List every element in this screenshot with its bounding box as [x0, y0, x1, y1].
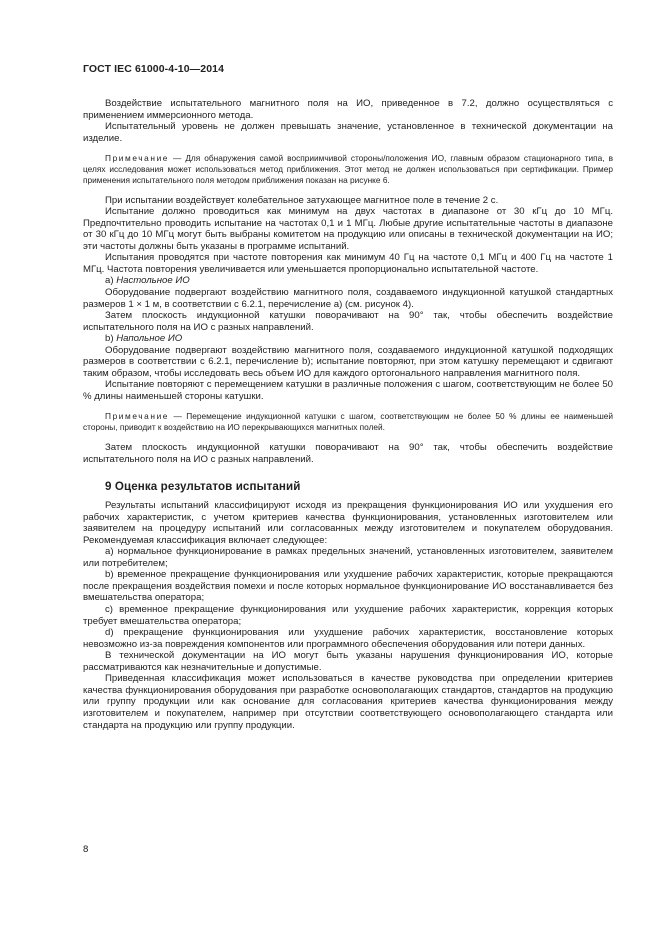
list-marker: а) [105, 275, 117, 287]
list-item-heading [83, 333, 613, 345]
paragraph: Оборудование подвергают воздействию магнитного поля, создаваемого индукционной катушкой стандартных размеров 1 × 1 м, в соответствии с 6.2.1, перечисление а) (см. рисунок 4). [83, 286, 613, 310]
note-text: — Для обнаружения самой восприимчивой стороны/положения ИО, главным образом стационарного типа, в целях исследования может использоваться метод приближения. Этот метод не должен использоваться при сертификации. Пример применения испытательного поля методом приближения показан на рисунке 6. [83, 153, 613, 185]
document-header: ГОСТ IEC 61000-4-10—2014 [83, 63, 225, 75]
note-text: — Перемещение индукционной катушки с шагом, соответствующим не более 50 % длины ее наименьшей стороны, приводит к воздействию на ИО перекрывающихся магнитных полей. [83, 411, 613, 433]
page-number: 8 [83, 844, 89, 855]
paragraph: Приведенная классификация может использоваться в качестве руководства при определении критериев качества функционирования оборудования при разработке основополагающих стандартов, стандартов на продукцию или группу продукции или как основание для согласования критериев качества функционирования между изготовителем и покупателем, например при отсутствии соответствующего основополагающего стандарта или стандарта на продукцию или группу продукции. [83, 673, 613, 731]
section-heading: 9 Оценка результатов испытаний [105, 480, 301, 494]
note-label: Примечание [105, 153, 170, 164]
note [83, 411, 613, 433]
note-label: Примечание [105, 411, 170, 422]
paragraph: Воздействие испытательного магнитного поля на ИО, приведенное в 7.2, должно осуществляться с применением иммерсионного метода. [83, 98, 613, 121]
paragraph: Испытания проводятся при частоте повторения как минимум 40 Гц на частоте 0,1 МГц и 400 Гц на частоте 1 МГц. Частота повторения увеличивается или уменьшается пропорционально испытательной частоте. [83, 252, 613, 275]
paragraph: Результаты испытаний классифицируют исходя из прекращения функционирования ИО или ухудшения его рабочих характеристик, с учетом критериев качества функционирования, установленных изготовителем или заявителем на процедуру испытаний или согласованных между изготовителем и покупателем оборудования. Рекомендуемая классификация включает следующее: [83, 500, 613, 546]
paragraph: В технической документации на ИО могут быть указаны нарушения функционирования ИО, которые рассматриваются как незначительные и допустимые. [83, 650, 613, 673]
document-body [83, 92, 613, 731]
list-item: c) временное прекращение функционирования или ухудшение рабочих характеристик, коррекция которых требует вмешательства оператора; [83, 604, 613, 627]
note [83, 153, 613, 185]
paragraph: Оборудование подвергают воздействию магнитного поля, создаваемого индукционной катушкой подходящих размеров в соответствии с 6.2.1, перечисление b); испытание повторяют, при этом катушку перемещают и сдвигают таким образом, чтобы исследовать весь объем ИО для каждого ортогонального направления магнитного поля. [83, 344, 613, 379]
paragraph: Испытание повторяют с перемещением катушки в различные положения с шагом, соответствующим не более 50 % длины наименьшей стороны катушки. [83, 379, 613, 402]
list-item: а) нормальное функционирование в рамках предельных значений, установленных изготовителем, заявителем или потребителем; [83, 546, 613, 569]
paragraph: Затем плоскость индукционной катушки поворачивают на 90° так, чтобы обеспечить воздействие испытательного поля на ИО с разных направлений. [83, 442, 613, 465]
paragraph: Затем плоскость индукционной катушки поворачивают на 90° так, чтобы обеспечить воздействие испытательного поля на ИО с разных направлений. [83, 310, 613, 333]
paragraph: Испытание должно проводиться как минимум на двух частотах в диапазоне от 30 кГц до 10 МГц. Предпочтительно проводить испытание на частотах 0,1 и 1 МГц. Любые другие испытательные частоты в диапазоне от 30 кГц до 10 МГц могут быть выбраны комитетом на продукцию или описаны в технической документации на ИО; эти частоты должны быть указаны в программе испытаний. [83, 206, 613, 252]
list-marker: b) [105, 333, 117, 345]
list-item-title: Напольное ИО [116, 333, 183, 345]
list-item-title: Настольное ИО [116, 275, 190, 287]
list-item: b) временное прекращение функционирования или ухудшение рабочих характеристик, которые прекращаются после прекращения воздействия помехи и после которых нормальное функционирование ИО восстанавливается без вмешательства оператора; [83, 569, 613, 604]
paragraph: При испытании воздействует колебательное затухающее магнитное поле в течение 2 с. [105, 194, 499, 206]
list-item-heading [83, 275, 613, 287]
paragraph: Испытательный уровень не должен превышать значение, установленное в технической документации на изделие. [83, 121, 613, 144]
list-item: d) прекращение функционирования или ухудшение рабочих характеристик, восстановление которых невозможно из-за повреждения компонентов или программного обеспечения оборудования или потери данных. [83, 627, 613, 650]
